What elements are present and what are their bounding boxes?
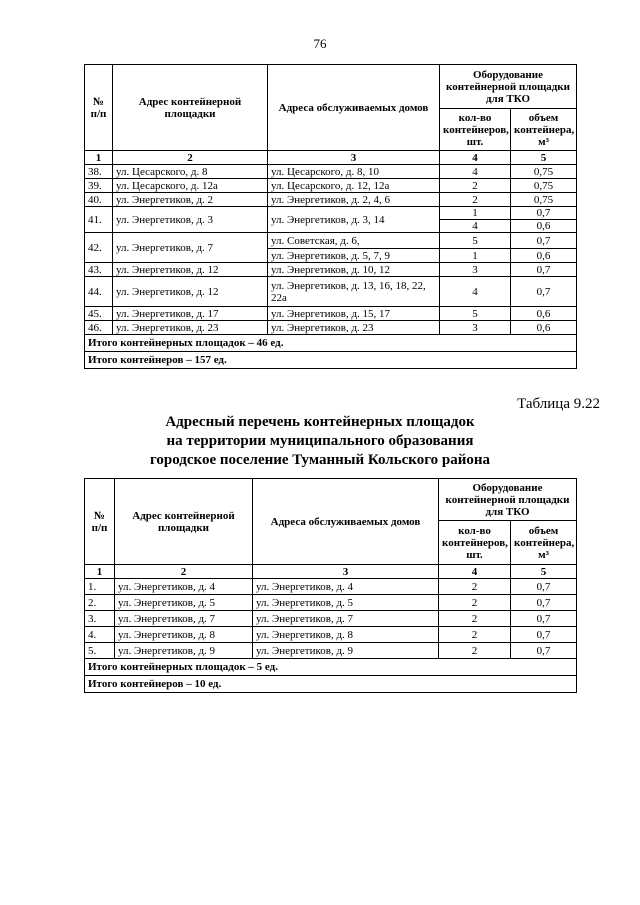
container-volume: 0,75 <box>511 193 577 207</box>
container-count: 4 <box>440 165 511 179</box>
container-volume: 0,7 <box>511 627 577 643</box>
container-sites-table-tumanny <box>84 478 577 693</box>
served-addresses: ул. Энергетиков, д. 5, 7, 9 <box>268 249 440 263</box>
column-number: 5 <box>511 565 577 579</box>
container-count: 2 <box>440 193 511 207</box>
column-number: 2 <box>115 565 253 579</box>
served-addresses: ул. Энергетиков, д. 5 <box>253 595 439 611</box>
header-container-count: кол-во контейнеров, шт. <box>439 521 511 565</box>
row-num: 5. <box>85 643 115 659</box>
site-address: ул. Энергетиков, д. 12 <box>113 263 268 277</box>
container-count: 2 <box>439 579 511 595</box>
container-volume: 0,7 <box>511 207 577 220</box>
table-row <box>85 263 577 277</box>
total-containers: Итого контейнеров – 10 ед. <box>85 676 577 693</box>
container-count: 4 <box>440 220 511 233</box>
container-volume: 0,75 <box>511 179 577 193</box>
table-row <box>85 277 577 307</box>
header-equipment: Оборудование контейнерной площадки для ТКО <box>440 65 577 109</box>
table-row <box>85 165 577 179</box>
row-num: 43. <box>85 263 113 277</box>
table-row <box>85 321 577 335</box>
served-addresses: ул. Энергетиков, д. 13, 16, 18, 22, 22а <box>268 277 440 307</box>
container-count: 1 <box>440 207 511 220</box>
container-volume: 0,7 <box>511 277 577 307</box>
site-address: ул. Энергетиков, д. 7 <box>115 611 253 627</box>
site-address: ул. Цесарского, д. 8 <box>113 165 268 179</box>
header-num: № п/п <box>85 479 115 565</box>
column-number: 5 <box>511 151 577 165</box>
table-row <box>85 179 577 193</box>
site-address: ул. Энергетиков, д. 7 <box>113 233 268 263</box>
column-number: 3 <box>268 151 440 165</box>
column-number: 3 <box>253 565 439 579</box>
container-count: 5 <box>440 307 511 321</box>
site-address: ул. Энергетиков, д. 23 <box>113 321 268 335</box>
header-site-address: Адрес контейнерной площадки <box>115 479 253 565</box>
column-number: 4 <box>439 565 511 579</box>
container-sites-table-continued <box>84 64 577 369</box>
row-num: 44. <box>85 277 113 307</box>
container-count: 5 <box>440 233 511 249</box>
container-volume: 0,6 <box>511 321 577 335</box>
table-row <box>85 611 577 627</box>
table-row <box>85 193 577 207</box>
container-volume: 0,7 <box>511 643 577 659</box>
served-addresses: ул. Энергетиков, д. 7 <box>253 611 439 627</box>
served-addresses: ул. Цесарского, д. 8, 10 <box>268 165 440 179</box>
header-served-addresses: Адреса обслуживаемых домов <box>253 479 439 565</box>
table-row <box>85 207 577 220</box>
container-count: 1 <box>440 249 511 263</box>
container-volume: 0,6 <box>511 220 577 233</box>
table-title-line: городское поселение Туманный Кольского района <box>149 452 491 468</box>
row-num: 39. <box>85 179 113 193</box>
container-count: 2 <box>439 595 511 611</box>
site-address: ул. Энергетиков, д. 2 <box>113 193 268 207</box>
column-number: 1 <box>85 565 115 579</box>
table-row <box>85 233 577 249</box>
table-row <box>85 579 577 595</box>
row-num: 4. <box>85 627 115 643</box>
table-caption: Таблица 9.22 <box>517 396 600 412</box>
container-volume: 0,7 <box>511 233 577 249</box>
row-num: 3. <box>85 611 115 627</box>
container-count: 2 <box>439 611 511 627</box>
row-num: 42. <box>85 233 113 263</box>
header-equipment: Оборудование контейнерной площадки для ТКО <box>439 479 577 521</box>
site-address: ул. Энергетиков, д. 9 <box>115 643 253 659</box>
header-container-volume: объем контейнера, м³ <box>511 521 577 565</box>
container-volume: 0,6 <box>511 249 577 263</box>
site-address: ул. Энергетиков, д. 8 <box>115 627 253 643</box>
served-addresses: ул. Энергетиков, д. 10, 12 <box>268 263 440 277</box>
row-num: 40. <box>85 193 113 207</box>
site-address: ул. Энергетиков, д. 5 <box>115 595 253 611</box>
served-addresses: ул. Энергетиков, д. 2, 4, 6 <box>268 193 440 207</box>
site-address: ул. Энергетиков, д. 4 <box>115 579 253 595</box>
column-number: 1 <box>85 151 113 165</box>
table-row <box>85 643 577 659</box>
header-num: № п/п <box>85 65 113 151</box>
row-num: 45. <box>85 307 113 321</box>
container-count: 3 <box>440 321 511 335</box>
header-container-volume: объем контейнера, м³ <box>511 109 577 151</box>
container-count: 2 <box>440 179 511 193</box>
container-volume: 0,7 <box>511 595 577 611</box>
table-title-line: на территории муниципального образования <box>166 433 474 449</box>
table-row <box>85 307 577 321</box>
served-addresses: ул. Энергетиков, д. 4 <box>253 579 439 595</box>
row-num: 38. <box>85 165 113 179</box>
served-addresses: ул. Энергетиков, д. 8 <box>253 627 439 643</box>
container-volume: 0,7 <box>511 579 577 595</box>
row-num: 2. <box>85 595 115 611</box>
served-addresses: ул. Советская, д. 6, <box>268 233 440 249</box>
served-addresses: ул. Цесарского, д. 12, 12а <box>268 179 440 193</box>
column-number: 2 <box>113 151 268 165</box>
container-count: 4 <box>440 277 511 307</box>
site-address: ул. Энергетиков, д. 3 <box>113 207 268 233</box>
table-title-line: Адресный перечень контейнерных площадок <box>165 414 475 430</box>
container-count: 3 <box>440 263 511 277</box>
served-addresses: ул. Энергетиков, д. 15, 17 <box>268 307 440 321</box>
container-volume: 0,6 <box>511 307 577 321</box>
header-site-address: Адрес контейнерной площадки <box>113 65 268 151</box>
container-count: 2 <box>439 643 511 659</box>
page-number: 76 <box>313 36 327 51</box>
table-title <box>0 413 640 470</box>
total-containers: Итого контейнеров – 157 ед. <box>85 352 577 369</box>
served-addresses: ул. Энергетиков, д. 23 <box>268 321 440 335</box>
site-address: ул. Цесарского, д. 12а <box>113 179 268 193</box>
container-volume: 0,7 <box>511 263 577 277</box>
header-served-addresses: Адреса обслуживаемых домов <box>268 65 440 151</box>
total-sites: Итого контейнерных площадок – 5 ед. <box>85 659 577 676</box>
container-volume: 0,75 <box>511 165 577 179</box>
row-num: 46. <box>85 321 113 335</box>
total-sites: Итого контейнерных площадок – 46 ед. <box>85 335 577 352</box>
column-number: 4 <box>440 151 511 165</box>
table-row <box>85 595 577 611</box>
container-volume: 0,7 <box>511 611 577 627</box>
row-num: 1. <box>85 579 115 595</box>
served-addresses: ул. Энергетиков, д. 9 <box>253 643 439 659</box>
container-count: 2 <box>439 627 511 643</box>
table-row <box>85 627 577 643</box>
row-num: 41. <box>85 207 113 233</box>
site-address: ул. Энергетиков, д. 17 <box>113 307 268 321</box>
site-address: ул. Энергетиков, д. 12 <box>113 277 268 307</box>
served-addresses: ул. Энергетиков, д. 3, 14 <box>268 207 440 233</box>
header-container-count: кол-во контейнеров, шт. <box>440 109 511 151</box>
